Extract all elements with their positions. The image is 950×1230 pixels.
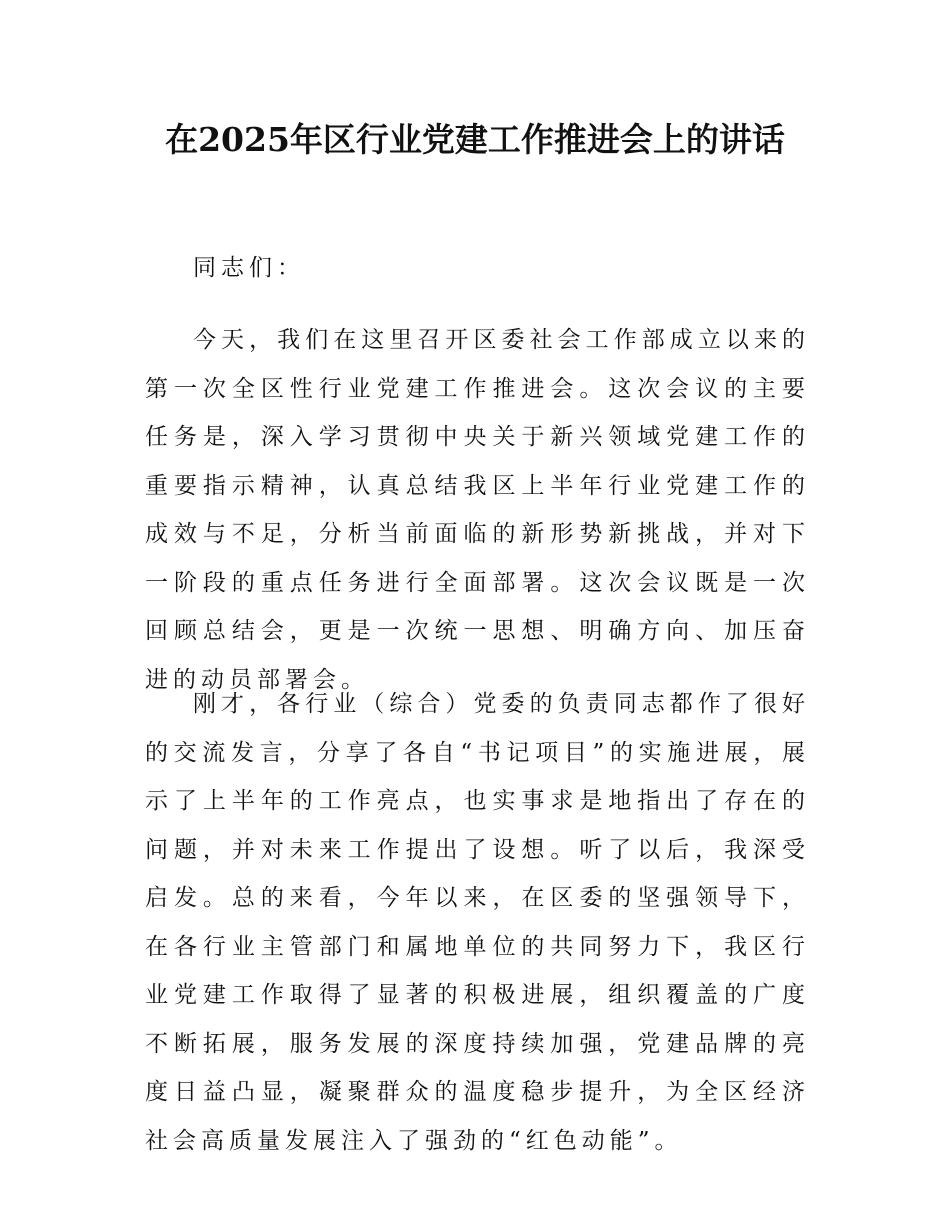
- body-paragraph: 刚才，各行业（综合）党委的负责同志都作了很好的交流发言，分享了各自“书记项目”的实施进展，展示了上半年的工作亮点，也实事求是地指出了存在的问题，并对未来工作提出了设想。听了以后，我深受启发。总的来看，今年以来，在区委的坚强领导下，在各行业主管部门和属地单位的共同努力下，我区行业党建工作取得了显著的积极进展，组织覆盖的广度不断拓展，服务发展的深度持续加强，党建品牌的亮度日益凸显，凝聚群众的温度稳步提升，为全区经济社会高质量发展注入了强劲的“红色动能”。: [145, 691, 810, 1154]
- body-paragraph: 今天，我们在这里召开区委社会工作部成立以来的第一次全区性行业党建工作推进会。这次会议的主要任务是，深入学习贯彻中央关于新兴领域党建工作的重要指示精神，认真总结我区上半年行业党建工作的成效与不足，分析当前面临的新形势新挑战，并对下一阶段的重点任务进行全面部署。这次会议既是一次回顾总结会，更是一次统一思想、明确方向、加压奋进的动员部署会。: [145, 327, 810, 693]
- salutation: 同志们：: [193, 255, 305, 281]
- document-title: 在2025年区行业党建工作推进会上的讲话: [165, 120, 785, 159]
